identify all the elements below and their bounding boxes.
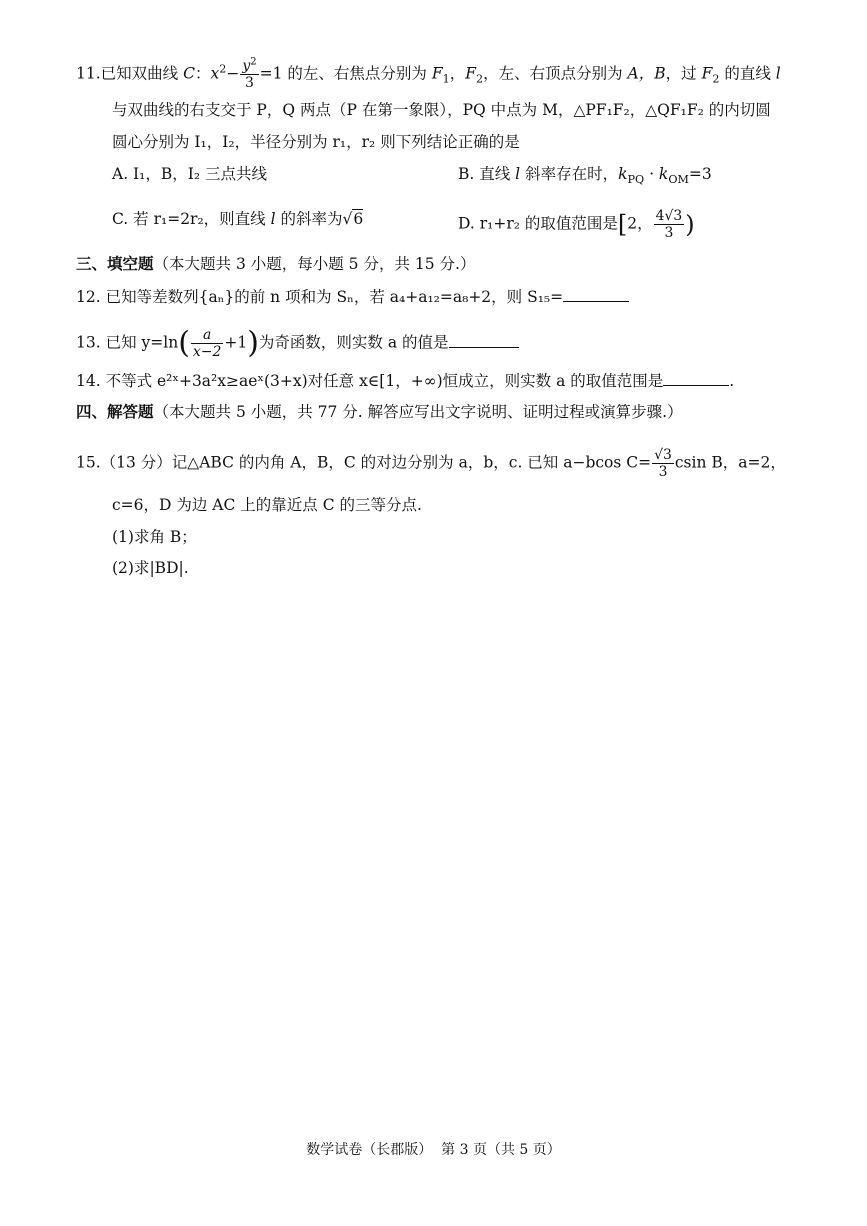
section3-title: 三、填空题 — [76, 254, 154, 273]
q13-fraction: $\frac{a}{x-2}$ — [192, 327, 222, 360]
q15-part2: (2)求|BD|. — [112, 559, 189, 577]
q11-option-a: A. I₁，B，I₂ 三点共线 — [112, 165, 268, 183]
q11-option-b: B. 直线 l 斜率存在时，$k_{PQ} \cdot k_{OM}=3$ — [458, 165, 712, 187]
q12-answer-blank[interactable] — [563, 285, 629, 302]
q15-fraction: $\frac{√3}{3}$ — [654, 447, 672, 480]
q11-option-c: C. 若 r₁=2r₂，则直线 l 的斜率为√6 — [112, 210, 364, 228]
section4-note: （本大题共 5 小题，共 77 分. 解答应写出文字说明、证明过程或演算步骤.） — [153, 403, 683, 421]
q11-hyperbola-fraction: $\frac{y^2}{3}$ — [242, 56, 257, 91]
q14-line: 14. 不等式 e²ˣ+3a²x≥aeˣ(3+x)对任意 x∈[1，+∞)恒成立，则实数 a 的取值范围是 . — [76, 369, 734, 392]
q11-number: 11. — [76, 64, 101, 83]
q11-line2: 与双曲线的右支交于 P，Q 两点（P 在第一象限），PQ 中点为 M，△PF₁F₂，△QF₁F₂ 的内切圆 — [112, 101, 771, 119]
q13-line: 13. 已知 y=ln( $\frac{a}{x-2}$ +1)为奇函数，则实数 a 的值是 — [76, 327, 519, 360]
q11-option-d-fraction: $\frac{4√3}{3}$ — [655, 208, 683, 241]
section3-heading — [76, 253, 475, 275]
q12-line: 12. 已知等差数列{aₙ}的前 n 项和为 Sₙ，若 a₄+a₁₂=a₈+2，则 S₁₅= — [76, 285, 629, 308]
section4-title: 四、解答题 — [76, 402, 154, 421]
q11-line3: 圆心分别为 I₁，I₂，半径分别为 r₁，r₂ 则下列结论正确的是 — [112, 133, 520, 151]
q14-answer-blank[interactable] — [663, 369, 729, 386]
section3-note: （本大题共 3 小题，每小题 5 分，共 15 分.） — [153, 255, 476, 273]
q13-answer-blank[interactable] — [449, 331, 519, 348]
section4-heading — [76, 401, 683, 423]
q11-option-d: D. r₁+r₂ 的取值范围是[2， $\frac{4√3}{3}$ ) — [458, 208, 695, 241]
page-footer: 数学试卷（长郡版） 第 3 页（共 5 页） — [306, 1142, 561, 1158]
q15-part1: (1)求角 B； — [112, 528, 197, 546]
q11-line1: 11.已知双曲线 C：$x^2-$ $\frac{y^2}{3}$ =1 的左、右焦点分别为 $F_1$，$F_2$，左、右顶点分别为 A，B，过 $F_2$ 的直线 l — [76, 56, 781, 91]
q15-line2: c=6，D 为边 AC 上的靠近点 C 的三等分点. — [112, 496, 422, 514]
q15-line1: 15.（13 分）记△ABC 的内角 A，B，C 的对边分别为 a，b，c. 已知 a−bcos C= $\frac{√3}{3}$ csin B，a=2， — [76, 447, 786, 480]
